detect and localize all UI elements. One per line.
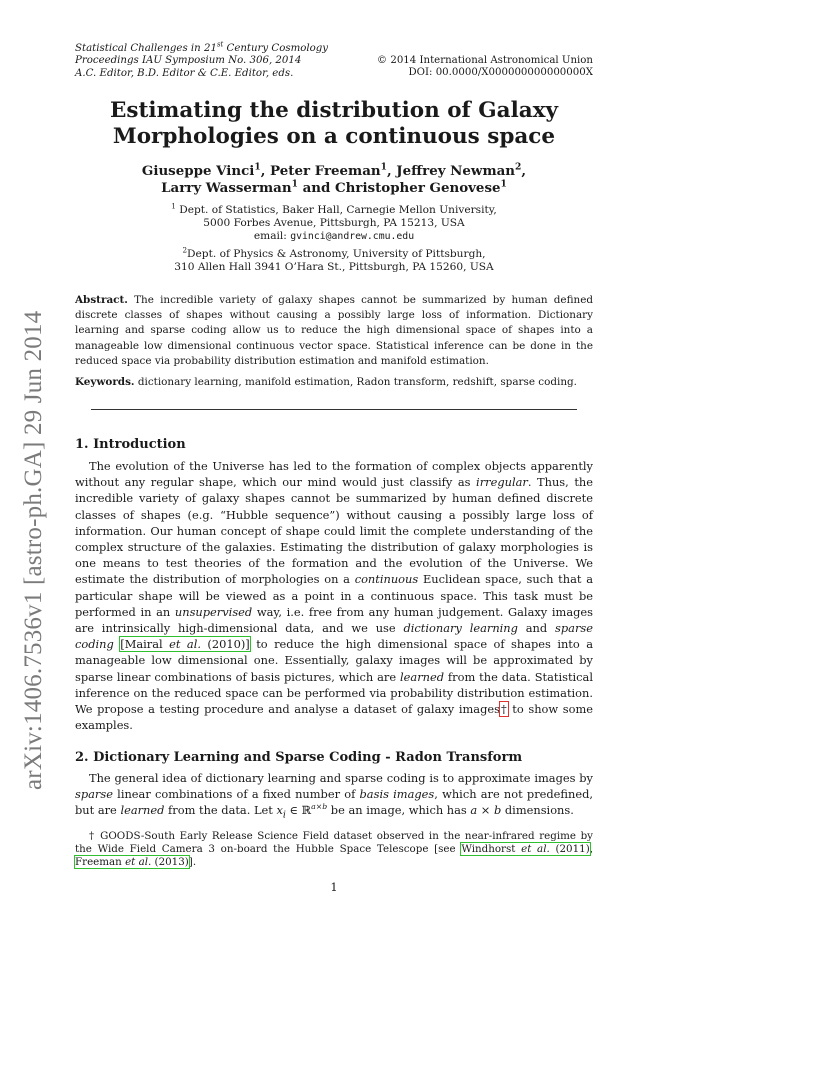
header-copyright: © 2014 International Astronomical Union xyxy=(376,55,593,66)
separator-rule xyxy=(91,409,577,410)
header-editors: A.C. Editor, B.D. Editor & C.E. Editor, eds. xyxy=(75,67,294,79)
section-heading-introduction: 1. Introduction xyxy=(75,437,186,452)
section-introduction-body: The evolution of the Universe has led to the formation of complex objects apparently without any regular shape, which our mind would just classify as irregular. Thus, the incredible variety of galaxy shapes cannot be summarized by human defined discrete classes of shapes (e.g. “Hubble sequence”) without causing a possibly large loss of information. Our human concept of shape could limit the complete understanding of the complex structure of the galaxies. Estimating the distribution of galaxy morphologies is one means to test theories of the formation and the evolution of the Universe. We estimate the distribution of morphologies on a continuous Euclidean space, such that a particular shape will be viewed as a point in a continuous space. This task must be performed in an unsupervised way, i.e. free from any human judgement. Galaxy images are intrinsically high-dimensional data, and we use dictionary learning and sparse coding [Mairal et al. (2010)] to reduce the high dimensional space of shapes into a manageable low dimensional one. Essentially, galaxy images will be approximated by sparse linear combinations of basis pictures, which are learned from the data. Statistical inference on the reduced space can be performed via probability distribution estimation. We propose a testing procedure and analyse a dataset of galaxy images† to show some examples. xyxy=(75,459,593,733)
running-header-right xyxy=(340,55,593,80)
header-doi: DOI: 00.0000/X000000000000000X xyxy=(408,67,593,79)
citation-link-mairal[interactable]: [Mairal et al. (2010)] xyxy=(120,637,250,652)
citation-link-freeman[interactable]: Freeman et al. (2013) xyxy=(75,856,189,869)
affiliation-2: $^2$Dept. of Physics & Astronomy, University of Pittsburgh, 310 Allen Hall 3941 O’Hara St., Pittsburgh, PA 15260, USA xyxy=(174,245,494,274)
arxiv-identifier-stamp: arXiv:1406.7536v1 [astro-ph.GA] 29 Jun 2014 xyxy=(20,310,47,790)
author-email: gvinci@andrew.cmu.edu xyxy=(290,231,415,243)
paper-title: Estimating the distribution of Galaxy Morphologies on a continuous space xyxy=(110,98,558,149)
section-dictionary-learning-body: The general idea of dictionary learning and sparse coding is to approximate images by sparse linear combinations of a fixed number of basis images, which are not predefined, but are learned from the data. Let $x_i$ ∈ ℝ$^{a\times b}$ be an image, which has a × b dimensions. xyxy=(75,771,593,821)
abstract xyxy=(75,293,593,369)
keywords-text: dictionary learning, manifold estimation, Radon transform, redshift, sparse coding. xyxy=(134,376,577,388)
section-heading-dictionary-learning: 2. Dictionary Learning and Sparse Coding - Radon Transform xyxy=(75,750,523,765)
keywords xyxy=(75,375,593,390)
keywords-label: Keywords. xyxy=(75,376,135,388)
author-list: Giuseppe Vinci$^1$, Peter Freeman$^1$, Jeffrey Newman$^2$, Larry Wasserman$^1$ and Christopher Genovese$^1$ xyxy=(141,161,527,196)
abstract-label: Abstract. xyxy=(75,294,128,306)
running-header-left xyxy=(75,40,375,80)
affiliation-1: $^1$ Dept. of Statistics, Baker Hall, Carnegie Mellon University, 5000 Forbes Avenue, Pittsburgh, PA 15213, USA email: gvinci@andrew.cmu.edu xyxy=(171,201,497,243)
footnote: † GOODS-South Early Release Science Field dataset observed in the near-infrared regime by the Wide Field Camera 3 on-board the Hubble Space Telescope [see Windhorst et al. (2011), Freeman et al. (2013)]. xyxy=(75,830,593,869)
footnote-link[interactable]: † xyxy=(499,702,508,717)
header-proceedings: Proceedings IAU Symposium No. 306, 2014 xyxy=(75,55,302,67)
citation-link-windhorst[interactable]: Windhorst et al. (2011) xyxy=(461,843,590,856)
page-number: 1 xyxy=(330,880,338,894)
abstract-text: The incredible variety of galaxy shapes cannot be summarized by human defined discrete classes of shapes without causing a possibly large loss of information. Dictionary learning and sparse coding allow us to reduce the high dimensional space of shapes into a manageable low dimensional continuous vector space. Statistical inference can be done in the reduced space via probability distribution estimation and manifold estimation. xyxy=(75,294,593,367)
header-conference: Statistical Challenges in 21st Century Cosmology xyxy=(75,40,329,54)
